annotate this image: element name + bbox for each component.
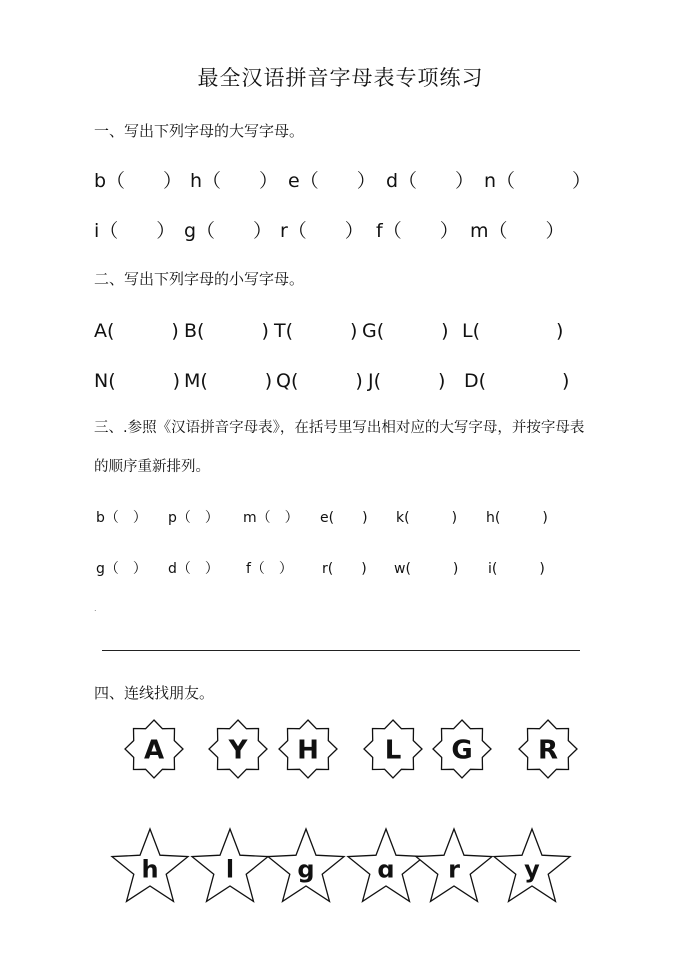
s1-item: n（ ） (484, 170, 592, 192)
s3-item: p（ ） (168, 510, 219, 526)
page-title: 最全汉语拼音字母表专项练习 (197, 66, 484, 90)
s2-item: J( ) (368, 370, 446, 392)
s2-item: G( ) (362, 320, 449, 342)
uppercase-star-letter: L (384, 735, 402, 766)
lowercase-star-letter: g (297, 855, 315, 884)
section4-heading: 四、连线找朋友。 (94, 684, 215, 702)
s3-item: m（ ） (243, 510, 299, 526)
s2-item: N( ) (94, 370, 181, 392)
s1-item: m（ ） (470, 220, 565, 242)
section3-instruction-line2: 的顺序重新排列。 (94, 459, 210, 475)
s1-item: f（ ） (376, 220, 459, 242)
lowercase-stars (112, 829, 570, 901)
uppercase-star-letter: R (537, 735, 559, 766)
uppercase-stars (125, 720, 577, 778)
section1-heading: 一、写出下列字母的大写字母。 (94, 122, 305, 140)
uppercase-star-letter: A (143, 735, 165, 766)
lowercase-star-letter: r (448, 855, 460, 884)
lowercase-star-letter: l (225, 855, 235, 884)
stray-mark: . (94, 604, 97, 613)
s1-item: i（ ） (94, 220, 176, 242)
s3-item: k( ) (396, 510, 458, 526)
uppercase-star-letter: G (451, 735, 473, 766)
s1-item: b（ ） (94, 170, 183, 192)
s3-item: d（ ） (168, 561, 219, 577)
s1-item: d（ ） (386, 170, 475, 192)
section3-instruction-line1: 三、.参照《汉语拼音字母表》，在括号里写出相对应的大写字母，并按字母表 (94, 420, 585, 436)
uppercase-star-letter: Y (228, 735, 248, 766)
s1-item: h（ ） (190, 170, 279, 192)
s2-item: A( ) (94, 320, 179, 342)
s3-item: i( ) (488, 561, 545, 577)
s2-item: M( ) (184, 370, 273, 392)
s2-item: T( ) (274, 320, 358, 342)
s3-item: f（ ） (246, 561, 293, 577)
s1-item: e（ ） (288, 170, 376, 192)
s2-item: L( ) (462, 320, 564, 342)
lowercase-star-letter: ɑ (377, 855, 395, 884)
lowercase-star-letter: h (141, 855, 159, 884)
s2-item: D( ) (464, 370, 570, 392)
s3-item: w( ) (394, 561, 459, 577)
s3-item: r( ) (322, 561, 367, 577)
s1-item: r（ ） (280, 220, 364, 242)
section2-heading: 二、写出下列字母的小写字母。 (94, 270, 305, 288)
uppercase-star-letter: H (297, 735, 319, 766)
lowercase-star-letter: y (524, 855, 540, 884)
s3-item: h( ) (486, 510, 548, 526)
s2-item: Q( ) (276, 370, 363, 392)
s2-item: B( ) (184, 320, 269, 342)
s3-item: e( ) (320, 510, 368, 526)
s3-item: g（ ） (96, 561, 147, 577)
s3-item: b（ ） (96, 510, 147, 526)
s1-item: g（ ） (184, 220, 273, 242)
